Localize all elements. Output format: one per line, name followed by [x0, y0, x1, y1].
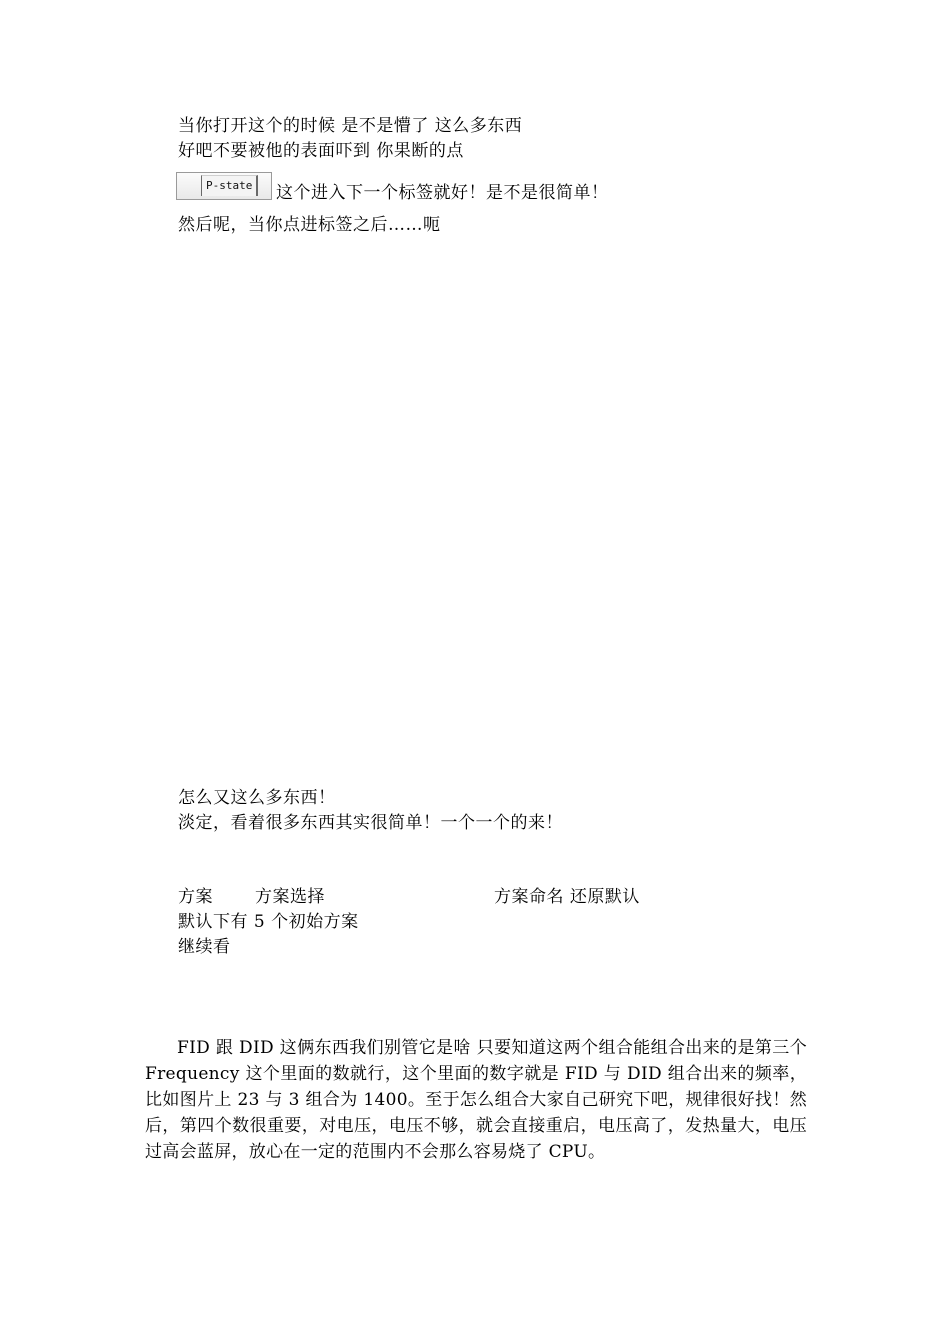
fid-did-paragraph: FID 跟 DID 这俩东西我们别管它是啥 只要知道这两个组合能组合出来的是第三个 Frequency 这个里面的数就行，这个里面的数字就是 FID 与 DID 组合出来的频率，比如图片上 23 与 3 组合为 1400。至于怎么组合大家自己研究下吧，规律很好找！然后，第四个数很重要，对电压，电压不够，就会直接重启，电压高了，发热量大，电压过高会蓝屏，放心在一定的范围内不会那么容易烧了 CPU。: [145, 1038, 807, 1162]
section2-line-2: 淡定，看着很多东西其实很简单！一个一个的来！: [178, 813, 563, 833]
intro-line-2: 好吧不要被他的表面吓到 你果断的点: [178, 141, 464, 161]
section3-scheme-name-restore: 方案命名 还原默认: [494, 887, 640, 907]
section3-line-2: 默认下有 5 个初始方案: [178, 912, 359, 932]
section3-line-3: 继续看: [178, 937, 231, 957]
intro-line-3: 这个进入下一个标签就好！是不是很简单！: [276, 183, 609, 203]
section2-line-1: 怎么又这么多东西！: [178, 788, 336, 808]
section3-scheme-select: 方案选择: [255, 887, 325, 907]
p-state-tab: P-state: [201, 175, 258, 196]
intro-line-4: 然后呢，当你点进标签之后……呃: [178, 215, 441, 235]
p-state-tab-image: [176, 172, 272, 200]
section3-scheme: 方案: [178, 887, 213, 907]
intro-line-1: 当你打开这个的时候 是不是懵了 这么多东西: [178, 116, 523, 136]
